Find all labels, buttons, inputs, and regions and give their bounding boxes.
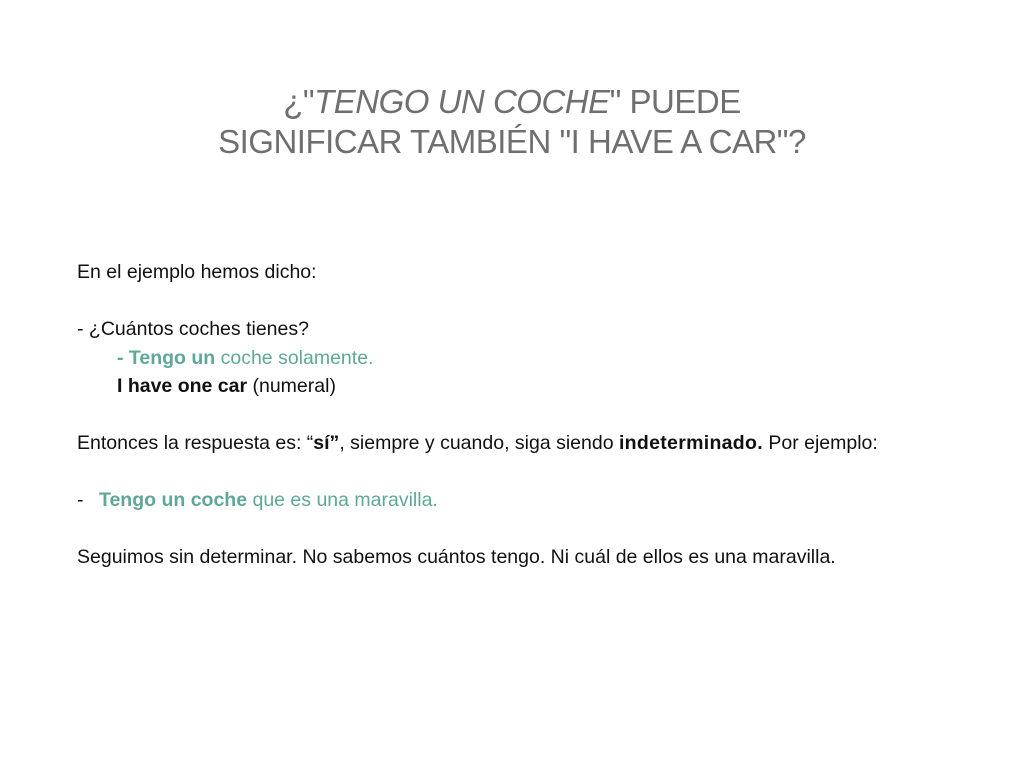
slide-body bbox=[77, 258, 957, 572]
spacer bbox=[77, 458, 957, 487]
example-dash: - bbox=[77, 489, 84, 511]
translation-line bbox=[77, 372, 957, 401]
answer-line bbox=[77, 344, 957, 373]
conclusion-strong: indeterminado. bbox=[618, 432, 763, 454]
translation-bold: I have one car bbox=[117, 375, 248, 397]
title-italic-phrase: TENGO UN COCHE bbox=[314, 83, 610, 120]
question-text: - ¿Cuántos coches tienes? bbox=[77, 318, 309, 340]
example-rest: que es una maravilla. bbox=[247, 489, 438, 511]
intro-text: En el ejemplo hemos dicho: bbox=[77, 261, 317, 283]
closing-text: Seguimos sin determinar. No sabemos cuántos tengo. Ni cuál de ellos es una maravilla. bbox=[77, 546, 836, 568]
spacer bbox=[77, 287, 957, 316]
spacer bbox=[77, 401, 957, 430]
example-bold: Tengo un coche bbox=[99, 489, 248, 511]
translation-rest: (numeral) bbox=[247, 375, 336, 397]
answer-bold: - Tengo un bbox=[117, 346, 216, 369]
title-line-1: ¿"TENGO UN COCHE" PUEDE bbox=[283, 83, 741, 120]
slide-title bbox=[0, 82, 1024, 162]
answer-rest: coche solamente. bbox=[215, 346, 374, 369]
spacer bbox=[77, 515, 957, 544]
example-line bbox=[77, 486, 957, 515]
title-line-2: SIGNIFICAR TAMBIÉN "I HAVE A CAR"? bbox=[218, 123, 806, 160]
conclusion-si: sí” bbox=[313, 432, 340, 454]
conclusion-paragraph: Entonces la respuesta es: “sí”, siempre y cuando, siga siendo indeterminado. Por ejemplo: bbox=[77, 432, 878, 454]
